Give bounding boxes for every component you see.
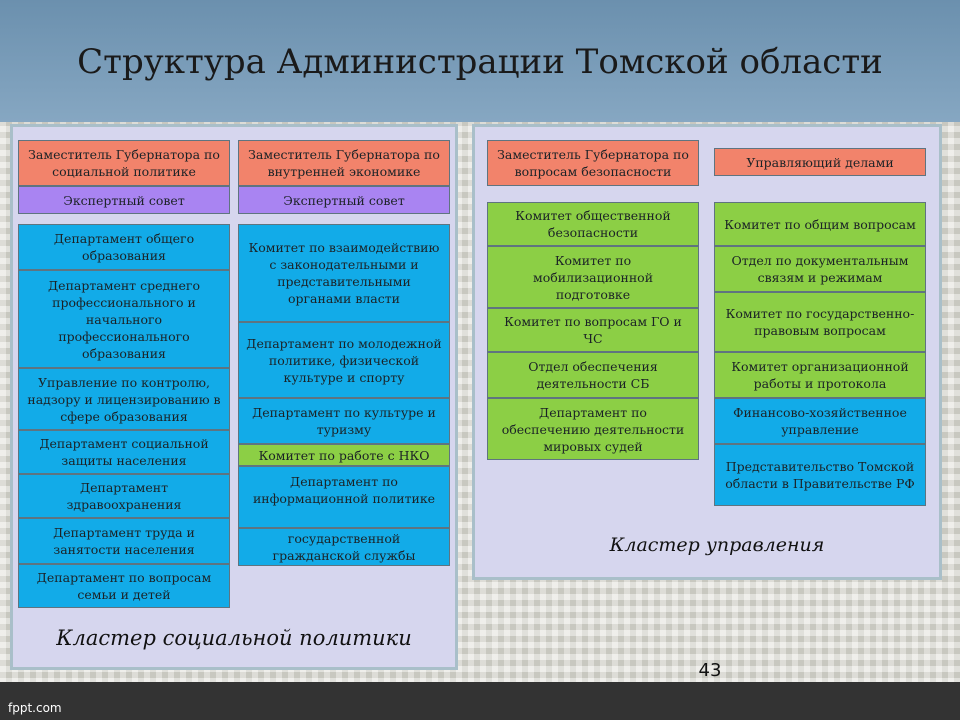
dept-information-policy: Департамент по информационной политике xyxy=(238,466,450,528)
dept-healthcare: Департамент здравоохранения xyxy=(18,474,230,518)
representation-government-rf: Представительство Томской области в Правительстве РФ xyxy=(714,444,926,506)
page-number: 43 xyxy=(698,660,722,681)
dept-documentation-regime: Отдел по документальным связям и режимам xyxy=(714,246,926,292)
footer-brand[interactable]: fppt.com xyxy=(8,701,62,715)
dept-youth-sports: Департамент по молодежной политике, физической культуре и спорту xyxy=(238,322,450,398)
committee-state-legal: Комитет по государственно-правовым вопросам xyxy=(714,292,926,352)
chief-of-staff: Управляющий делами xyxy=(714,148,926,176)
dept-finance-economic: Финансово-хозяйственное управление xyxy=(714,398,926,444)
dept-civil-service: государственной гражданской службы xyxy=(238,528,450,566)
dept-labor-employment: Департамент труда и занятости населения xyxy=(18,518,230,564)
footer-bar xyxy=(0,682,960,720)
deputy-security: Заместитель Губернатора по вопросам безопасности xyxy=(487,140,699,186)
committee-civil-defense: Комитет по вопросам ГО и ЧС xyxy=(487,308,699,352)
expert-council-economy: Экспертный совет xyxy=(238,186,450,214)
committee-nko: Комитет по работе с НКО xyxy=(238,444,450,466)
header-bar xyxy=(0,0,960,122)
dept-professional-education: Департамент среднего профессионального и начального профессионального образования xyxy=(18,270,230,368)
committee-mobilization: Комитет по мобилизационной подготовке xyxy=(487,246,699,308)
dept-family-children: Департамент по вопросам семьи и детей xyxy=(18,564,230,608)
management-cluster-caption: Кластер управления xyxy=(609,534,825,556)
dept-magistrates-support: Департамент по обеспечению деятельности мировых судей xyxy=(487,398,699,460)
committee-legislative-interaction: Комитет по взаимодействию с законодательными и представительными органами власти xyxy=(238,224,450,322)
committee-public-security: Комитет общественной безопасности xyxy=(487,202,699,246)
dept-security-council-support: Отдел обеспечения деятельности СБ xyxy=(487,352,699,398)
dept-general-education: Департамент общего образования xyxy=(18,224,230,270)
dept-education-control: Управление по контролю, надзору и лицензированию в сфере образования xyxy=(18,368,230,430)
deputy-internal-economy: Заместитель Губернатора по внутренней экономике xyxy=(238,140,450,186)
page-title: Структура Администрации Томской области xyxy=(77,42,883,82)
social-cluster-caption: Кластер социальной политики xyxy=(56,626,412,650)
committee-organizational-protocol: Комитет организационной работы и протокола xyxy=(714,352,926,398)
committee-general-affairs: Комитет по общим вопросам xyxy=(714,202,926,246)
deputy-social-policy: Заместитель Губернатора по социальной политике xyxy=(18,140,230,186)
dept-culture-tourism: Департамент по культуре и туризму xyxy=(238,398,450,444)
expert-council-social: Экспертный совет xyxy=(18,186,230,214)
dept-social-protection: Департамент социальной защиты населения xyxy=(18,430,230,474)
